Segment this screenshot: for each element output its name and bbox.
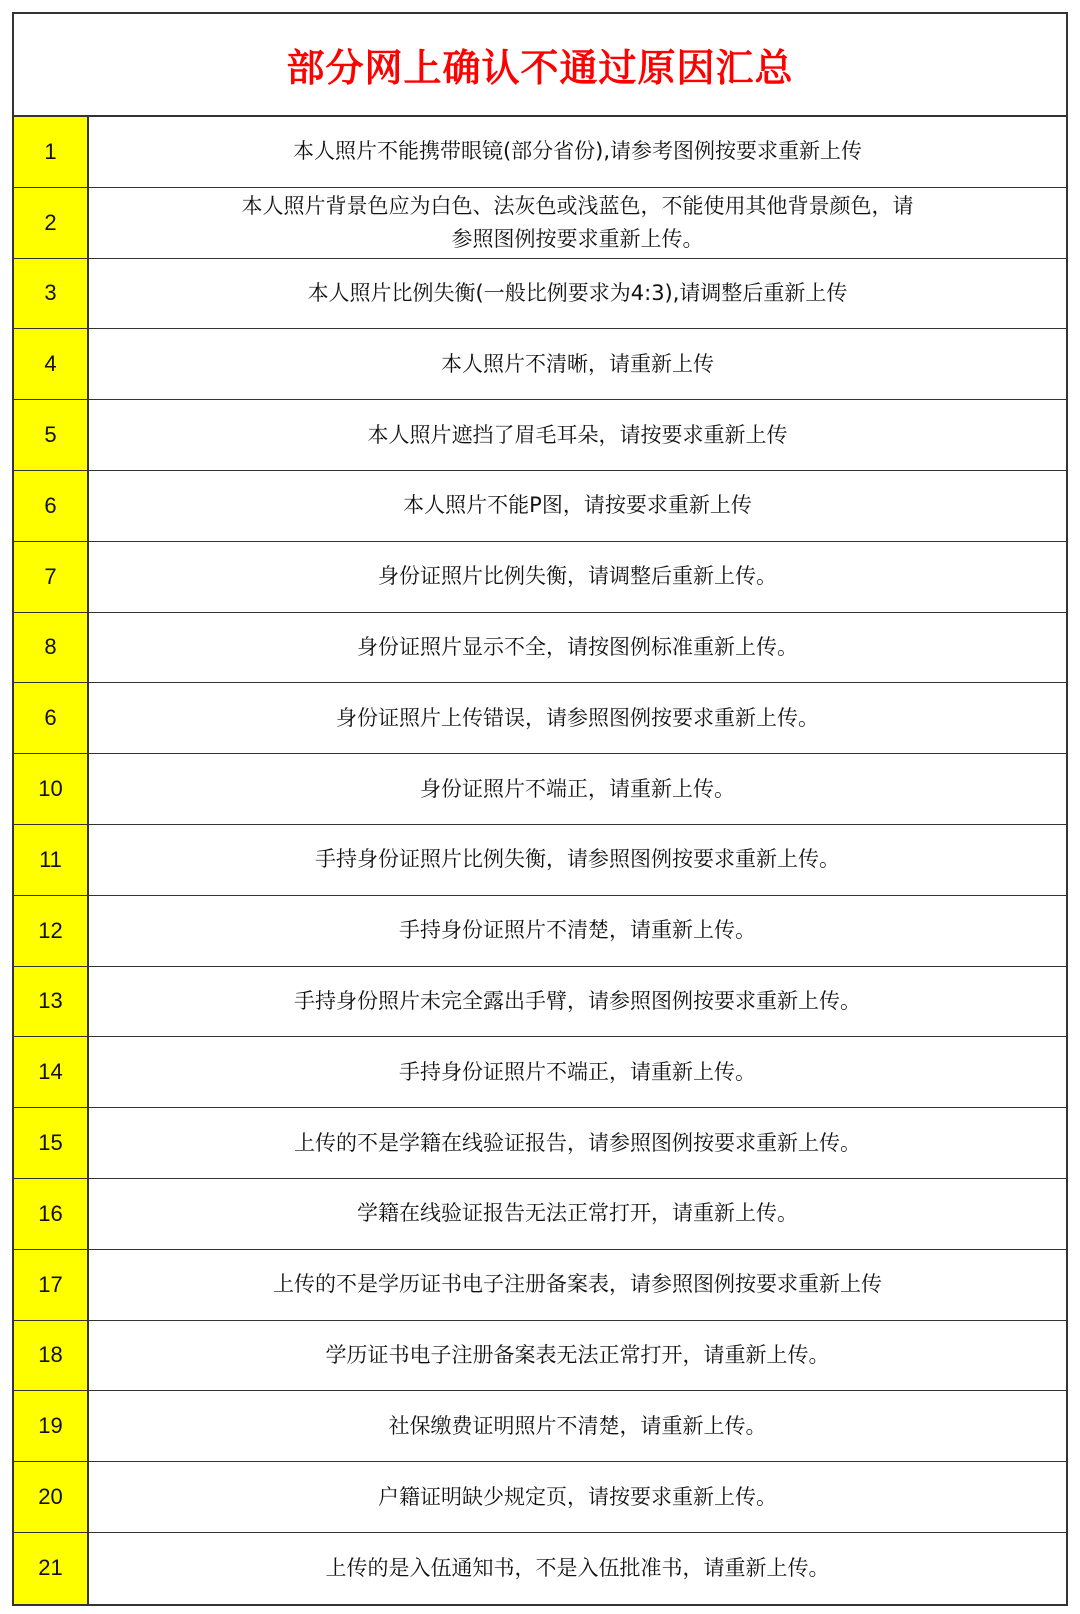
row-number: 17 [14, 1250, 89, 1320]
row-reason: 社保缴费证明照片不清楚，请重新上传。 [388, 1413, 767, 1438]
row-number: 12 [14, 896, 89, 966]
row-number: 3 [14, 259, 89, 329]
table-title: 部分网上确认不通过原因汇总 [14, 14, 1066, 117]
row-number: 21 [14, 1533, 89, 1604]
table-row [14, 471, 1066, 542]
row-number: 11 [14, 825, 89, 895]
table-row [14, 1037, 1066, 1108]
row-reason: 手持身份证照片不清楚，请重新上传。 [399, 918, 756, 943]
row-number: 6 [14, 471, 89, 541]
row-number: 20 [14, 1462, 89, 1532]
row-reason: 身份证照片显示不全，请按图例标准重新上传。 [357, 634, 798, 659]
row-reason: 手持身份证照片比例失衡，请参照图例按要求重新上传。 [315, 847, 840, 872]
table-row [14, 542, 1066, 613]
row-number: 8 [14, 613, 89, 683]
row-number: 13 [14, 967, 89, 1037]
row-reason: 学籍在线验证报告无法正常打开，请重新上传。 [357, 1201, 798, 1226]
row-number: 4 [14, 329, 89, 399]
row-reason: 学历证书电子注册备案表无法正常打开，请重新上传。 [325, 1342, 830, 1367]
row-reason: 本人照片不能P图，请按要求重新上传 [403, 493, 752, 518]
table-row [14, 1462, 1066, 1533]
row-number: 16 [14, 1179, 89, 1249]
table-row [14, 896, 1066, 967]
table-row [14, 1321, 1066, 1392]
row-reason: 手持身份照片未完全露出手臂，请参照图例按要求重新上传。 [294, 988, 861, 1013]
table-row [14, 613, 1066, 684]
row-reason: 手持身份证照片不端正，请重新上传。 [399, 1059, 756, 1084]
reasons-table [12, 12, 1068, 1606]
row-number: 10 [14, 754, 89, 824]
row-reason: 本人照片不清晰，请重新上传 [441, 351, 714, 376]
row-number: 5 [14, 400, 89, 470]
table-row [14, 1533, 1066, 1604]
row-reason: 本人照片背景色应为白色、法灰色或浅蓝色，不能使用其他背景颜色，请参照图例按要求重新上传。 [241, 193, 914, 251]
table-row [14, 329, 1066, 400]
row-number: 18 [14, 1321, 89, 1391]
row-number: 14 [14, 1037, 89, 1107]
table-row [14, 967, 1066, 1038]
table-row [14, 683, 1066, 754]
row-reason: 身份证照片不端正，请重新上传。 [420, 776, 735, 801]
table-body [14, 117, 1066, 1604]
table-row [14, 259, 1066, 330]
row-reason: 上传的不是学历证书电子注册备案表，请参照图例按要求重新上传 [273, 1272, 882, 1297]
row-reason: 本人照片比例失衡(一般比例要求为4:3),请调整后重新上传 [307, 280, 848, 305]
table-row [14, 825, 1066, 896]
row-reason: 身份证照片上传错误，请参照图例按要求重新上传。 [336, 705, 819, 730]
table-row [14, 1391, 1066, 1462]
table-row [14, 1250, 1066, 1321]
table-row [14, 1179, 1066, 1250]
row-reason: 身份证照片比例失衡，请调整后重新上传。 [378, 564, 777, 589]
table-row [14, 754, 1066, 825]
row-reason: 本人照片遮挡了眉毛耳朵，请按要求重新上传 [367, 422, 788, 447]
row-number: 2 [14, 188, 89, 258]
row-number: 7 [14, 542, 89, 612]
row-reason: 上传的不是学籍在线验证报告，请参照图例按要求重新上传。 [294, 1130, 861, 1155]
row-number: 19 [14, 1391, 89, 1461]
row-reason: 上传的是入伍通知书，不是入伍批准书，请重新上传。 [325, 1555, 830, 1580]
table-row [14, 117, 1066, 188]
table-row [14, 188, 1066, 259]
table-row [14, 1108, 1066, 1179]
row-number: 1 [14, 117, 89, 187]
row-number: 6 [14, 683, 89, 753]
row-reason: 户籍证明缺少规定页，请按要求重新上传。 [378, 1484, 777, 1509]
row-reason: 本人照片不能携带眼镜(部分省份),请参考图例按要求重新上传 [292, 139, 863, 164]
table-row [14, 400, 1066, 471]
row-number: 15 [14, 1108, 89, 1178]
